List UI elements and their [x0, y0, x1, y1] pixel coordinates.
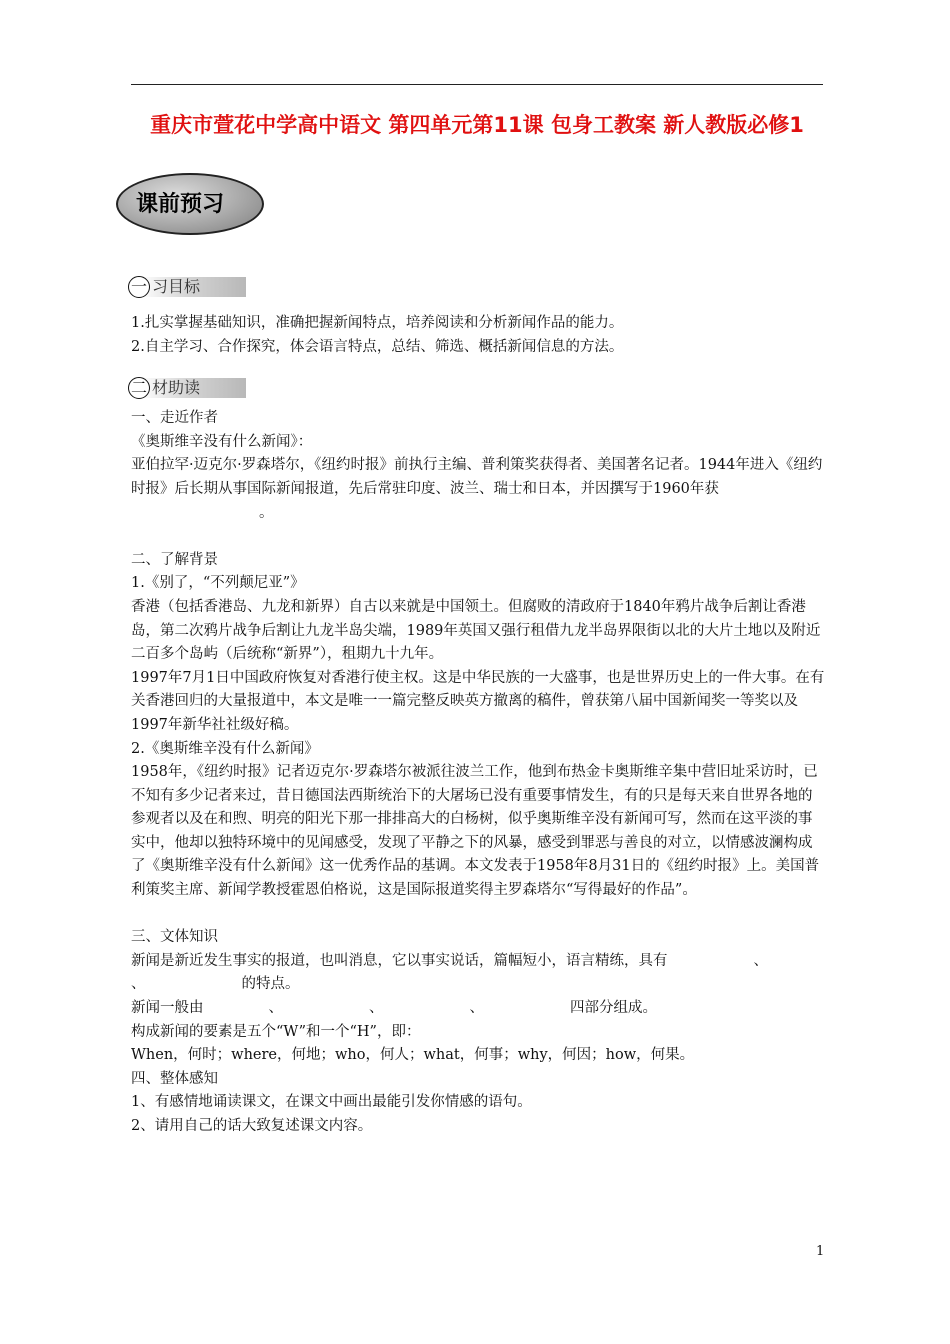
genre-text: 、	[753, 952, 768, 969]
genre-text: 、	[369, 1000, 384, 1017]
genre-text: 、	[469, 1000, 484, 1017]
preview-oval-label: 课前预习	[136, 192, 225, 217]
background-paragraph: 1997年7月1日中国政府恢复对香港行使主权。这是中华民族的一大盛事，也是世界历史上的一件大事。在有关香港回归的大量报道中，本文是唯一一篇完整反映英方撤离的稿件，曾获第八届中国新闻奖一等奖以及1997年新华社社级好稿。	[131, 669, 825, 733]
author-text-end: 。	[259, 504, 274, 521]
genre-text: 、	[268, 1000, 283, 1017]
genre-line-4: 构成新闻的要素是五个“W”和一个“H”，即：	[131, 1023, 421, 1040]
section-label: 材助读	[152, 378, 201, 397]
task-item: 1、有感情地诵读课文，在课文中画出最能引发你情感的语句。	[131, 1094, 532, 1111]
part1-subheading: 《奥斯维辛没有什么新闻》：	[131, 433, 313, 450]
header-rule	[131, 84, 823, 85]
part4-heading: 四、整体感知	[131, 1070, 218, 1087]
part1-heading: 一、走近作者	[131, 410, 218, 427]
genre-text: 新闻是新近发生事实的报道，也叫消息，它以事实说话，篇幅短小，语言精练，具有	[131, 952, 668, 969]
background-paragraph: 香港（包括香港岛、九龙和新界）自古以来就是中国领土。但腐败的清政府于1840年鸦片战争后割让香港岛，第二次鸦片战争后割让九龙半岛尖端，1989年英国又强行租借九龙半岛界限街以北的大片土地以及附近二百多个岛屿（后统称“新界”），租期九十九年。	[131, 598, 821, 663]
genre-text: 的特点。	[241, 976, 300, 993]
goal-item: 2.自主学习、合作探究，体会语言特点，总结、筛选、概括新闻信息的方法。	[131, 338, 624, 355]
genre-text: 新闻一般由	[131, 1000, 204, 1017]
preview-oval-badge	[116, 173, 264, 235]
author-paragraph	[131, 454, 825, 525]
document-title: 重庆市萱花中学高中语文 第四单元第11课 包身工教案 新人教版必修1	[150, 113, 804, 137]
genre-text: 四部分组成。	[570, 1000, 657, 1017]
genre-line-5: When，何时；where，何地；who，何人；what，何事；why，何因；how，何果。	[131, 1047, 695, 1064]
goal-item: 1.扎实掌握基础知识，准确把握新闻特点，培养阅读和分析新闻作品的能力。	[131, 315, 624, 331]
part2-heading: 二、了解背景	[131, 551, 218, 568]
author-text: 亚伯拉罕·迈克尔·罗森塔尔，《纽约时报》前执行主编、普利策奖获得者、美国著名记者。1944年进入《纽约时报》后长期从事国际新闻报道，先后常驻印度、波兰、瑞士和日本，并因撰写于1960年获	[131, 457, 823, 497]
genre-line-1	[131, 950, 825, 974]
document-body	[131, 312, 825, 1139]
section-label: 习目标	[152, 277, 201, 296]
genre-line-2	[131, 973, 825, 997]
section-number: 一	[131, 277, 148, 296]
part2-subheading-2: 2.《奥斯维辛没有什么新闻》	[131, 740, 319, 757]
task-item: 2、请用自己的话大致复述课文内容。	[131, 1118, 373, 1134]
page-number: 1	[816, 1244, 825, 1259]
genre-line-3	[131, 997, 825, 1021]
background-paragraph: 1958年，《纽约时报》记者迈克尔·罗森塔尔被派往波兰工作，他到布热金卡奥斯维辛集中营旧址采访时，已不知有多少记者来过，昔日德国法西斯统治下的大屠场已没有重要事情发生，有的只是每天来自世界各地的参观者以及在和煦、明亮的阳光下那一排排高大的白杨树，似乎奥斯维辛没有新闻可写，然而在这平淡的事实中，他却以独特环境中的见闻感受，发现了平静之下的风暴，感受到罪恶与善良的对立，以情感波澜构成了《奥斯维辛没有什么新闻》这一优秀作品的基调。本文发表于1958年8月31日的《纽约时报》上。美国普利策奖主席、新闻学教授霍恩伯格说，这是国际报道奖得主罗森塔尔“写得最好的作品”。	[131, 764, 820, 899]
part2-subheading-1: 1.《别了，“不列颠尼亚”》	[131, 575, 305, 592]
genre-text: 、	[131, 976, 146, 993]
section-header-goals	[128, 276, 246, 298]
part3-heading: 三、文体知识	[131, 929, 218, 946]
section-number: 二	[131, 378, 148, 397]
